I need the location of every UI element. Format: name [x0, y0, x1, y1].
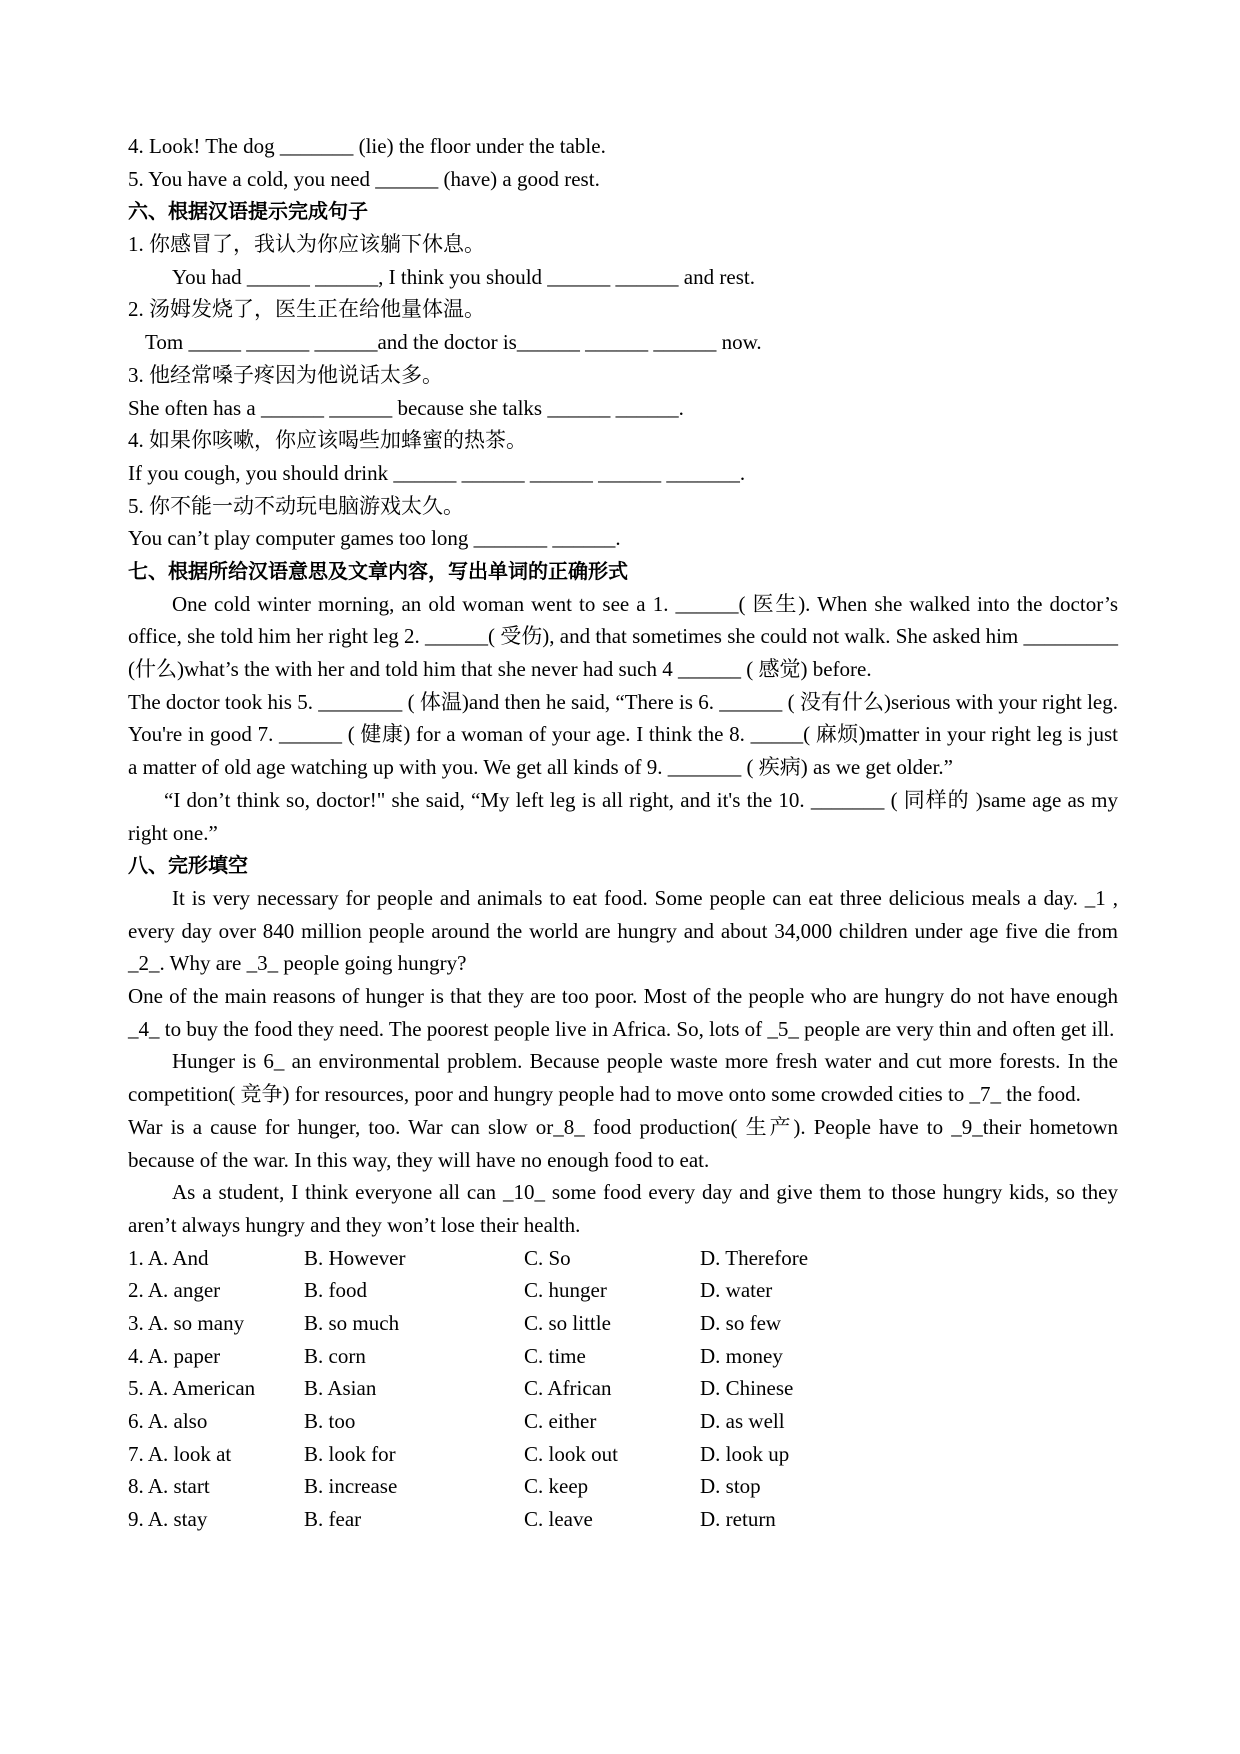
section-8-heading: 八、完形填空: [128, 853, 248, 878]
option-b: B. fear: [304, 1507, 362, 1532]
cloze-paragraph-2: One of the main reasons of hunger is that they are too poor. Most of the people who are hungry do not have enough _4_ to buy the food they need. The poorest people live in Africa. So, lots of _5_ people are very thin and often get ill.: [128, 984, 1118, 1041]
option-row-5: [128, 1372, 1118, 1405]
option-b: B. increase: [304, 1474, 398, 1499]
section-6-item-4-chinese: 4. 如果你咳嗽，你应该喝些加蜂蜜的热茶。: [128, 428, 527, 453]
section-6-item-3-chinese: 3. 他经常嗓子疼因为他说话太多。: [128, 362, 443, 387]
option-d: D. money: [700, 1343, 783, 1368]
section-6-item-1-english: You had ______ ______, I think you should ______ ______ and rest.: [172, 264, 755, 289]
option-c: C. So: [524, 1245, 571, 1270]
option-b: B. corn: [304, 1343, 366, 1368]
option-row-1: [128, 1242, 1118, 1275]
cloze-paragraph-4: War is a cause for hunger, too. War can slow or_8_ food production( 生产). People have to _9_their hometown because of the war. In this way, they will have no enough food to eat.: [128, 1114, 1118, 1172]
cloze-paragraph-5: As a student, I think everyone all can _10_ some food every day and give them to those hungry kids, so they aren’t always hungry and they won’t lose their health.: [128, 1180, 1118, 1237]
section-7-heading: 七、根据所给汉语意思及文章内容，写出单词的正确形式: [128, 558, 628, 583]
section-6-item-4-english: If you cough, you should drink ______ ______ ______ ______ _______.: [128, 460, 746, 485]
section-7-paragraph-2: The doctor took his 5. ________ ( 体温)and then he said, “There is 6. ______ ( 没有什么)serious with your right leg. You're in good 7. ______ ( 健康) for a woman of your age. I think the 8. _____( 麻烦)matter in your right leg is just a matter of old age watching up with you. We get all kinds of 9. _______ ( 疾病) as we get older.”: [128, 689, 1118, 780]
option-row-8: [128, 1470, 1118, 1503]
option-c: C. keep: [524, 1474, 589, 1499]
option-c: C. so little: [524, 1311, 611, 1336]
option-row-3: [128, 1307, 1118, 1340]
exercise-5-item-4: 4. Look! The dog _______ (lie) the floor under the table.: [128, 134, 606, 158]
option-d: D. so few: [700, 1311, 782, 1336]
option-d: D. Therefore: [700, 1245, 809, 1270]
section-7-paragraph-3: “I don’t think so, doctor!" she said, “My left leg is all right, and it's the 10. _______ ( 同样的 )same age as my right one.”: [128, 787, 1118, 845]
option-a: 8. A. start: [128, 1474, 210, 1499]
section-6-item-2-chinese: 2. 汤姆发烧了，医生正在给他量体温。: [128, 297, 485, 322]
option-b: B. food: [304, 1278, 367, 1303]
option-a: 2. A. anger: [128, 1278, 221, 1303]
option-b: B. Asian: [304, 1376, 377, 1401]
section-6-item-3-english: She often has a ______ ______ because she talks ______ ______.: [128, 395, 684, 420]
option-d: D. Chinese: [700, 1376, 794, 1401]
option-d: D. as well: [700, 1409, 785, 1434]
option-b: B. look for: [304, 1441, 396, 1466]
option-b: B. too: [304, 1409, 356, 1434]
option-a: 1. A. And: [128, 1245, 209, 1270]
option-c: C. African: [524, 1376, 612, 1401]
option-row-7: [128, 1438, 1118, 1471]
option-d: D. water: [700, 1278, 773, 1303]
option-row-4: [128, 1340, 1118, 1373]
option-c: C. look out: [524, 1441, 618, 1466]
section-6-item-1-chinese: 1. 你感冒了，我认为你应该躺下休息。: [128, 232, 485, 257]
option-a: 6. A. also: [128, 1409, 208, 1434]
option-d: D. return: [700, 1507, 776, 1532]
option-c: C. time: [524, 1343, 586, 1368]
cloze-paragraph-1: It is very necessary for people and animals to eat food. Some people can eat three delicious meals a day. _1 , every day over 840 million people around the world are hungry and about 34,000 children under age five die from _2_. Why are _3_ people going hungry?: [128, 885, 1118, 976]
worksheet-page: [128, 130, 1118, 1536]
option-b: B. However: [304, 1245, 406, 1270]
cloze-options: [128, 1242, 1118, 1536]
option-c: C. leave: [524, 1507, 593, 1532]
option-row-2: [128, 1274, 1118, 1307]
section-6-item-2-english: Tom _____ ______ ______and the doctor is______ ______ ______ now.: [145, 330, 762, 355]
section-6-item-5-english: You can’t play computer games too long _______ ______.: [128, 526, 621, 551]
option-a: 4. A. paper: [128, 1343, 221, 1368]
section-6-heading: 六、根据汉语提示完成句子: [128, 199, 368, 224]
option-a: 5. A. American: [128, 1376, 256, 1401]
option-d: D. stop: [700, 1474, 761, 1499]
section-7-paragraph-1: One cold winter morning, an old woman went to see a 1. ______( 医生). When she walked into the doctor’s office, she told him her right leg 2. ______( 受伤), and that sometimes she could not walk. She asked him _________ (什么)what’s the with her and told him that she never had such 4 ______ ( 感觉) before.: [128, 591, 1118, 682]
option-c: C. either: [524, 1409, 597, 1434]
section-6-item-5-chinese: 5. 你不能一动不动玩电脑游戏太久。: [128, 493, 464, 518]
option-c: C. hunger: [524, 1278, 607, 1303]
option-a: 3. A. so many: [128, 1311, 245, 1336]
exercise-5-item-5: 5. You have a cold, you need ______ (have) a good rest.: [128, 166, 600, 191]
option-row-6: [128, 1405, 1118, 1438]
cloze-paragraph-3: Hunger is 6_ an environmental problem. Because people waste more fresh water and cut more forests. In the competition( 竞争) for resources, poor and hungry people had to move onto some crowded cities to _7_ the food.: [128, 1049, 1118, 1107]
option-b: B. so much: [304, 1311, 400, 1336]
option-a: 9. A. stay: [128, 1507, 208, 1532]
option-d: D. look up: [700, 1441, 790, 1466]
option-a: 7. A. look at: [128, 1441, 232, 1466]
option-row-9: [128, 1503, 1118, 1536]
